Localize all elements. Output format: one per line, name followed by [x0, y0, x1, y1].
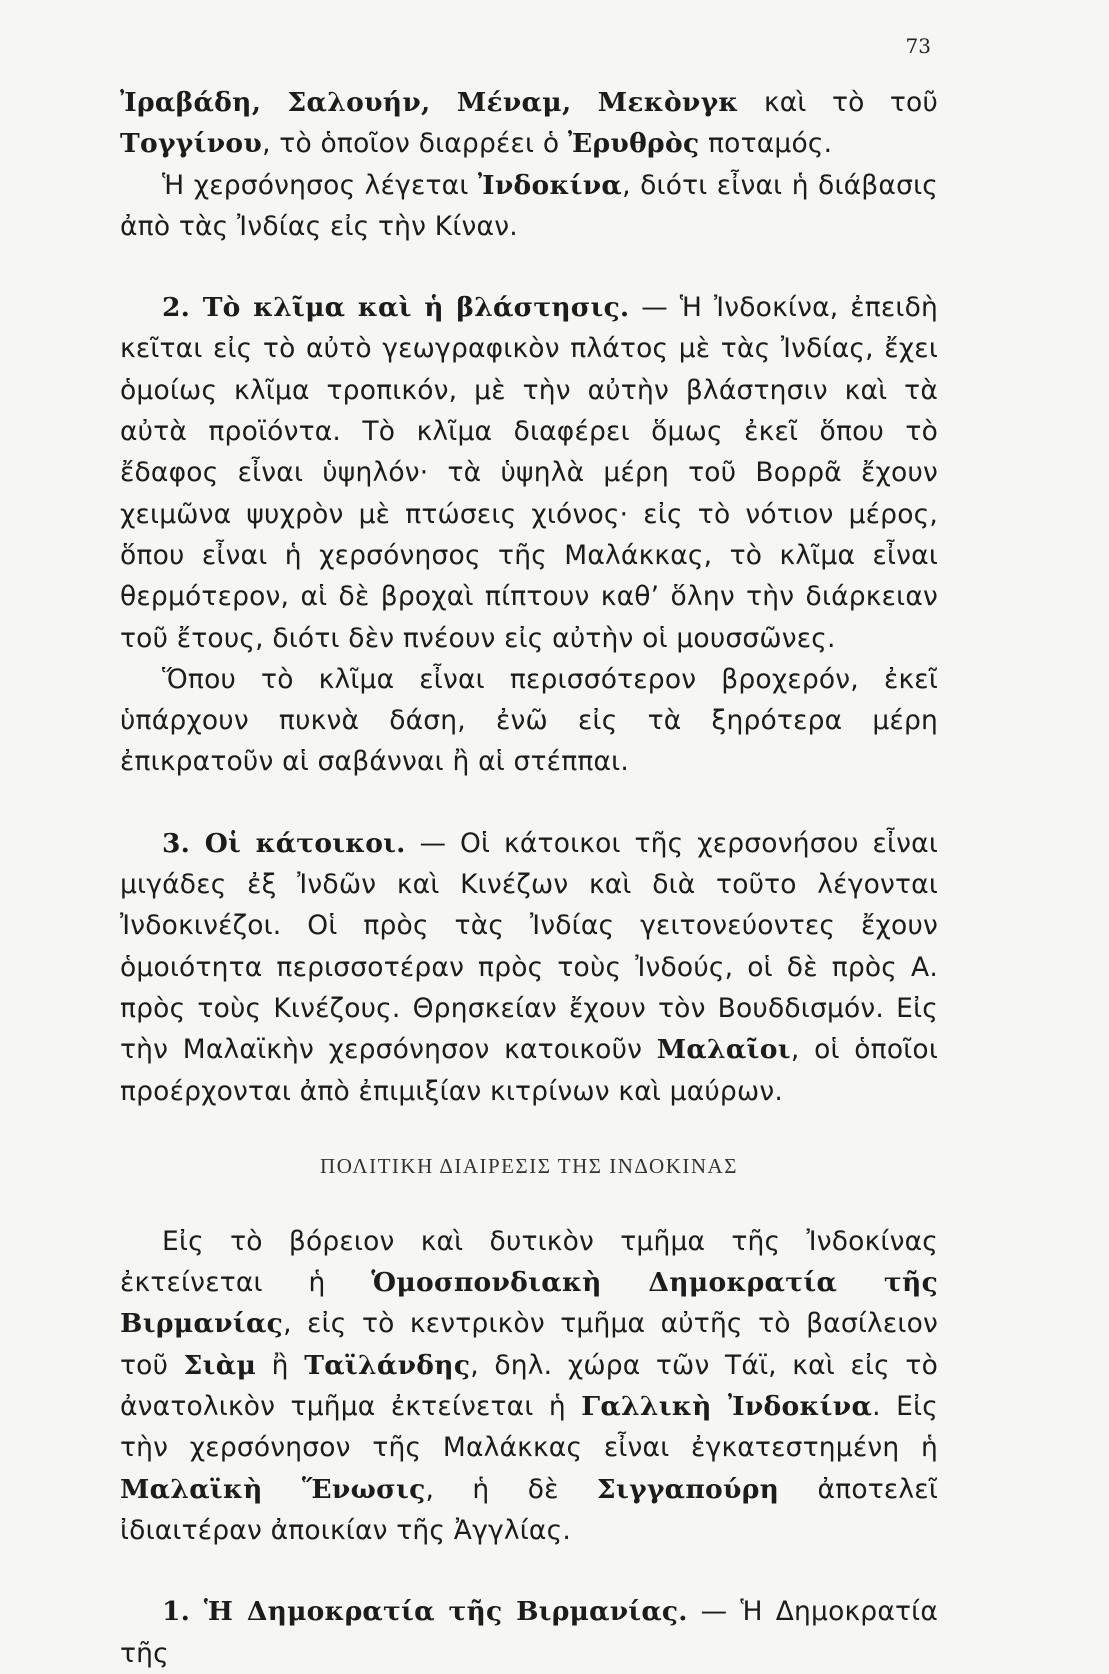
political-division-title: ΠΟΛΙΤΙΚΗ ΔΙΑΙΡΕΣΙΣ ΤΗΣ ΙΝΔΟΚΙΝΑΣ	[320, 1153, 738, 1178]
red-river-bold: Ἐρυθρὸς	[567, 128, 700, 160]
page-number: 73	[905, 34, 931, 58]
tonkin-bold: Τογγίνου	[120, 128, 263, 160]
climate-heading: 2. Τὸ κλῖμα καὶ ἡ βλάστησις.	[162, 292, 630, 324]
climate-paragraph-1: 2. Τὸ κλῖμα καὶ ἡ βλάστησις. — Ἡ Ἰνδοκίνα, ἐπειδὴ κεῖται εἰς τὸ αὐτὸ γεωγραφικὸν πλάτος μὲ τὰς Ἰνδίας, ἔχει ὁμοίως κλῖμα τροπικόν, μὲ τὴν αὐτὴν βλάστησιν καὶ τὰ αὐτὰ προϊόντα. Τὸ κλῖμα διαφέρει ὅμως ἐκεῖ ὅπου τὸ ἔδαφος εἶναι ὑψηλόν· τὰ ὑψηλὰ μέρη τοῦ Βορρᾶ ἔχουν χειμῶνα ψυχρὸν μὲ πτώσεις χιόνος· εἰς τὸ νότιον μέρος, ὅπου εἶναι ἡ χερσόνησος τῆς Μαλάκκας, τὸ κλῖμα εἶναι θερμότερον, αἱ δὲ βροχαὶ πίπτουν καθ’ ὅλην τὴν διάρκειαν τοῦ ἔτους, διότι δὲν πνέουν εἰς αὐτὴν οἱ μουσσῶνες.	[120, 292, 939, 654]
intro-paragraph-1: Ἰραβάδη, Σαλουήν, Μέναμ, Μεκὸνγκ καὶ τὸ τοῦ Τογγίνου, τὸ ὁποῖον διαρρέει ὁ Ἐρυθρὸς ποταμός.	[120, 87, 938, 160]
burma-paragraph: 1. Ἡ Δημοκρατία τῆς Βιρμανίας. — Ἡ Δημοκρατία τῆς	[120, 1596, 938, 1669]
burma-federal-bold: Ὁμοσπονδιακὴ Δημοκρατία τῆς Βιρμανίας	[120, 1267, 939, 1340]
rivers-bold: Ἰραβάδη, Σαλουήν, Μέναμ, Μεκὸνγκ	[120, 87, 739, 118]
inhabitants-paragraph: 3. Οἱ κάτοικοι. — Οἱ κάτοικοι τῆς χερσονήσου εἶναι μιγάδες ἐξ Ἰνδῶν καὶ Κινέζων καὶ διὰ τοῦτο λέγονται Ἰνδοκινέζοι. Οἱ πρὸς τὰς Ἰνδίας γειτονεύοντες ἔχουν ὁμοιότητα περισσοτέραν πρὸς τοὺς Ἰνδούς, οἱ δὲ πρὸς Α. πρὸς τοὺς Κινέζους. Θρησκείαν ἔχουν τὸν Βουδδισμόν. Εἰς τὴν Μαλαϊκὴν χερσόνησον κατοικοῦν Μαλαῖοι, οἱ ὁποῖοι προέρχονται ἀπὸ ἐπιμιξίαν κιτρίνων καὶ μαύρων.	[120, 827, 938, 1107]
climate-paragraph-2: Ὅπου τὸ κλῖμα εἶναι περισσότερον βροχερόν, ἐκεῖ ὑπάρχουν πυκνὰ δάση, ἐνῶ εἰς τὰ ξηρότερα μέρη ἐπικρατοῦν αἱ σαβάνναι ἢ αἱ στέππαι.	[120, 663, 938, 778]
inhabitants-heading: 3. Οἱ κάτοικοι.	[162, 827, 406, 859]
intro-paragraph-2: Ἡ χερσόνησος λέγεται Ἰνδοκίνα, διότι εἶναι ἡ διάβασις ἀπὸ τὰς Ἰνδίας εἰς τὴν Κίναν.	[120, 169, 938, 242]
malay-union-bold: Μαλαϊκὴ Ἕνωσις	[120, 1473, 426, 1505]
thailand-bold: Ταϊλάνδης	[304, 1349, 471, 1381]
indochina-bold: Ἰνδοκίνα	[477, 169, 623, 201]
text-column	[120, 82, 938, 1674]
siam-bold: Σιὰμ	[183, 1349, 257, 1381]
french-indochina-bold: Γαλλικὴ Ἰνδοκίνα	[581, 1391, 873, 1423]
political-paragraph: Εἰς τὸ βόρειον καὶ δυτικὸν τμῆμα τῆς Ἰνδοκίνας ἐκτείνεται ἡ Ὁμοσπονδιακὴ Δημοκρατία τῆς Βιρμανίας, εἰς τὸ κεντρικὸν τμῆμα αὐτῆς τὸ βασίλειον τοῦ Σιὰμ ἢ Ταϊλάνδης, δηλ. χώρα τῶν Τάϊ, καὶ εἰς τὸ ἀνατολικὸν τμῆμα ἐκτείνεται ἡ Γαλλικὴ Ἰνδοκίνα. Εἰς τὴν χερσόνησον τῆς Μαλάκκας εἶναι ἐγκατεστημένη ἡ Μαλαϊκὴ Ἕνωσις, ἡ δὲ Σιγγαπούρη ἀποτελεῖ ἰδιαιτέραν ἀποικίαν τῆς Ἀγγλίας.	[120, 1225, 939, 1546]
malays-bold: Μαλαῖοι	[656, 1034, 791, 1066]
singapore-bold: Σιγγαπούρη	[596, 1473, 780, 1505]
burma-heading: 1. Ἡ Δημοκρατία τῆς Βιρμανίας.	[162, 1596, 688, 1628]
